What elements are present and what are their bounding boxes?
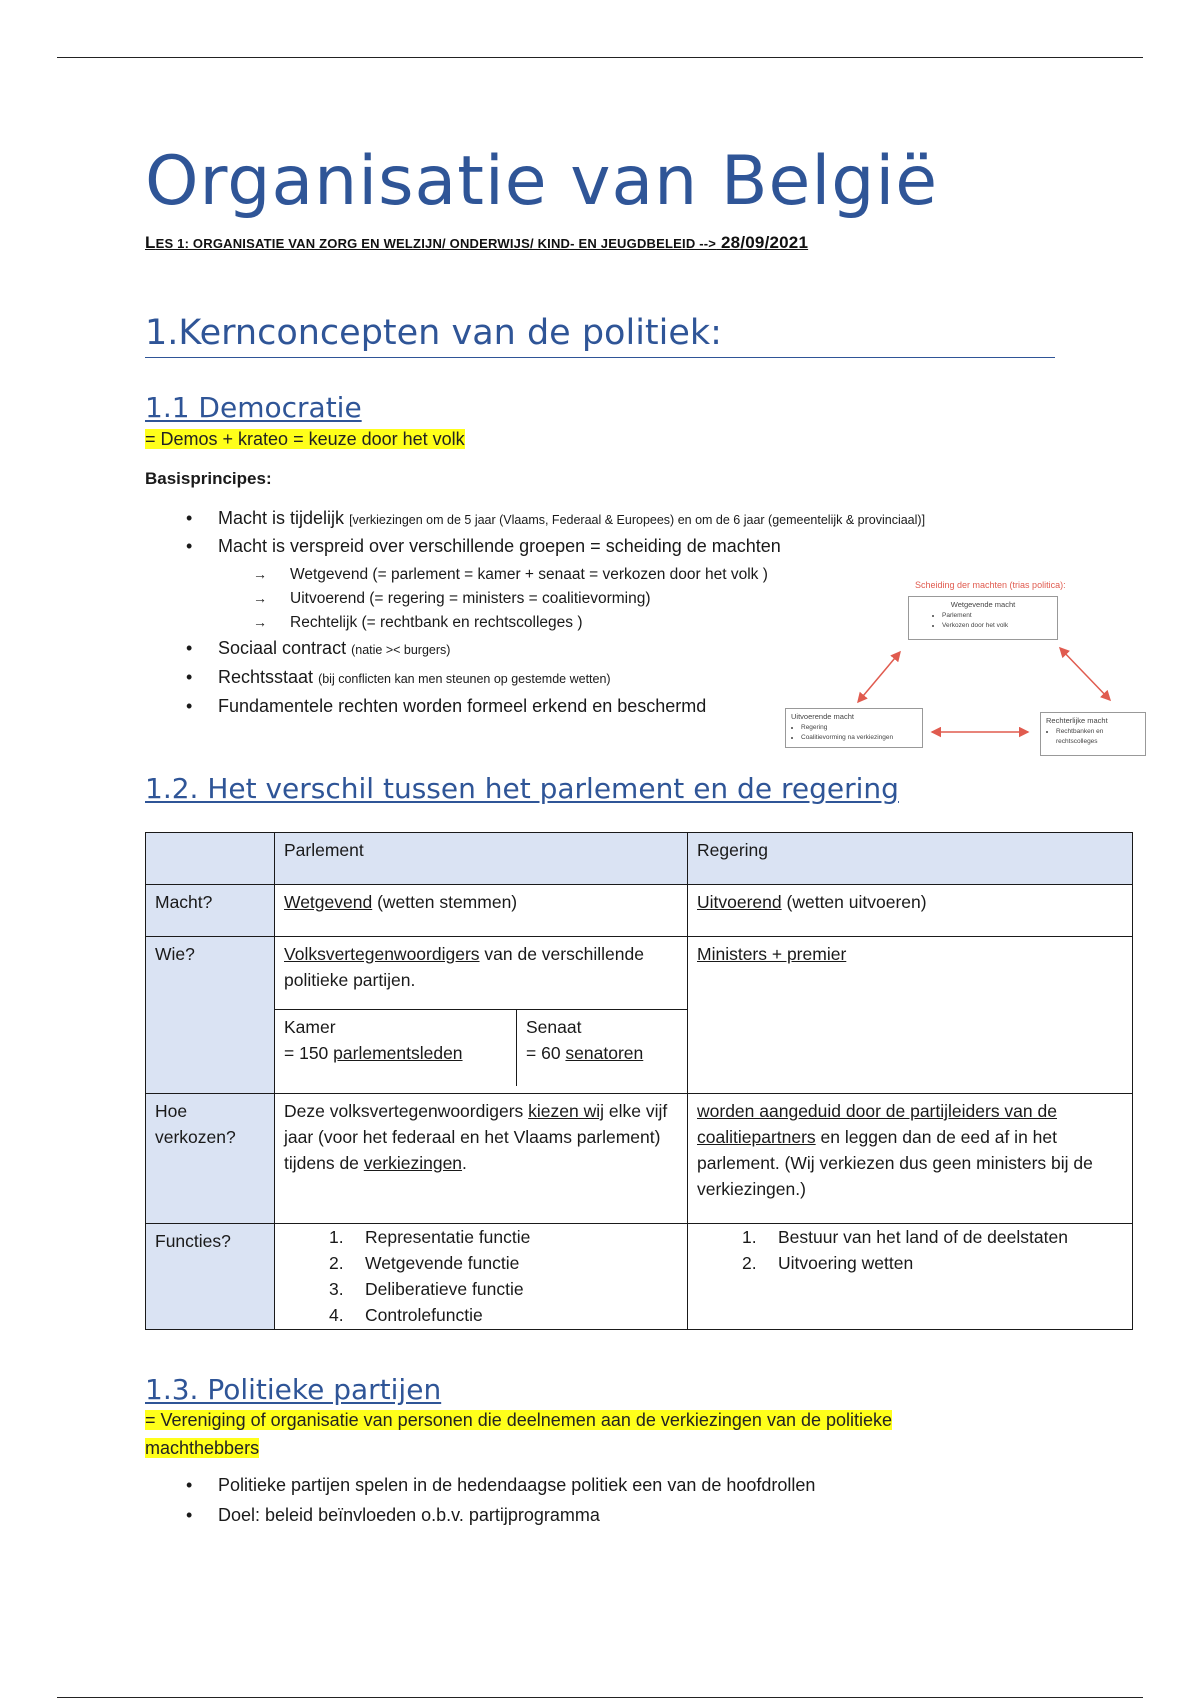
cell-regering-macht: [688, 885, 1133, 937]
section-heading-democratie: 1.1 Democratie: [145, 391, 362, 424]
diagram-box-uitvoerend: [785, 708, 923, 748]
basisprincipes-label: Basisprincipes:: [145, 469, 272, 488]
list-item: [145, 638, 706, 667]
diagram-box-title: Rechterlijke macht: [1046, 716, 1108, 725]
bullet-text: Sociaal contract: [218, 638, 347, 658]
cell-emphasis: Volksvertegenwoordigers: [284, 944, 480, 964]
arrow-wetgevend-rechterlijk: [1060, 648, 1110, 700]
list-item: [145, 508, 925, 536]
list-item: • Regering: [801, 723, 917, 733]
list-text: Representatie functie: [365, 1227, 531, 1247]
section-heading-partijen: 1.3. Politieke partijen: [145, 1373, 442, 1406]
list-item: • Verkozen door het volk: [942, 621, 1052, 631]
diagram-title: Scheiding der machten (trias politica):: [915, 580, 1066, 590]
document-title: Organisatie van België: [145, 142, 939, 221]
bullet-text: Fundamentele rechten worden formeel erkend en beschermd: [218, 696, 707, 716]
cell-text: (wetten stemmen): [372, 892, 518, 912]
table-row: [146, 833, 1133, 885]
table-row: [146, 1094, 1133, 1224]
bullet-text: Macht is verspreid over verschillende groepen = scheiding de machten: [218, 536, 781, 556]
bullet-note: (bij conflicten kan men steunen op gestemde wetten): [318, 672, 611, 686]
cell-text: en leggen dan de eed af in het parlement. (Wij verkiezen dus geen ministers bij de verkiezingen.): [697, 1127, 1093, 1199]
diagram-box-wetgevend: [908, 596, 1058, 640]
cell-emphasis: Ministers + premier: [697, 944, 847, 964]
row-label-functies: Functies?: [146, 1224, 275, 1330]
list-item: [145, 536, 925, 564]
table-row: [146, 1224, 1133, 1330]
row-label-wie: Wie?: [146, 937, 275, 1094]
senaat-cell: [517, 1010, 652, 1086]
cell-text: van de verschillende politieke partijen.: [284, 944, 644, 990]
regering-functies-list: [697, 1224, 1123, 1276]
list-number: 2.: [742, 1253, 757, 1273]
bullet-text: Macht is tijdelijk: [218, 508, 345, 528]
senaat-members: senatoren: [565, 1043, 644, 1063]
list-text: Controlefunctie: [365, 1305, 483, 1325]
table-row: [146, 937, 1133, 1094]
list-item: • Coalitievorming na verkiezingen: [801, 733, 917, 743]
subtitle-date: 28/09/2021: [721, 233, 809, 252]
basisprincipes-list: [145, 508, 925, 564]
partijen-definition-line2: machthebbers: [145, 1438, 260, 1458]
bullet-note: (natie >< burgers): [351, 643, 451, 657]
cell-text: Deze volksvertegenwoordigers: [284, 1101, 529, 1121]
row-label-macht: Macht?: [146, 885, 275, 937]
list-item: [697, 1250, 1123, 1276]
cell-parlement-wie: [275, 937, 688, 1094]
parlement-functies-list: [284, 1224, 678, 1328]
list-item: [284, 1276, 678, 1302]
header-rule: [57, 57, 1143, 58]
table-row: [146, 885, 1133, 937]
kamer-senaat-split: [275, 1010, 687, 1086]
cell-emphasis: Uitvoerend: [697, 892, 782, 912]
table-corner-cell: [146, 833, 275, 885]
cell-regering-functies: [688, 1224, 1133, 1330]
list-text: Wetgevende functie: [365, 1253, 520, 1273]
list-number: 2.: [329, 1253, 344, 1273]
list-text: Deliberatieve functie: [365, 1279, 524, 1299]
arrow-uitvoerend-wetgevend: [858, 652, 900, 702]
kamer-members: parlementsleden: [333, 1043, 463, 1063]
kamer-count: = 150: [284, 1043, 334, 1063]
partijen-list: [145, 1475, 815, 1535]
arrow-right-icon: →: [253, 590, 267, 606]
comparison-table: [145, 832, 1133, 1330]
cell-parlement-functies: [275, 1224, 688, 1330]
list-item: [284, 1302, 678, 1328]
lesson-subtitle: [145, 233, 808, 253]
list-item: [284, 1224, 678, 1250]
senaat-count: = 60: [526, 1043, 566, 1063]
diagram-box-list: [1046, 727, 1140, 747]
cell-text: .: [462, 1153, 467, 1173]
list-number: 1.: [329, 1227, 344, 1247]
cell-emphasis: coalitiepartners: [697, 1127, 816, 1147]
cell-emphasis: kiezen wij: [528, 1101, 605, 1121]
sub-bullet-text: Rechtelijk (= rechtbank en rechtscolleges ): [290, 614, 583, 631]
footer-rule: [57, 1697, 1143, 1698]
bullet-text: Rechtsstaat: [218, 667, 314, 687]
machten-sublist: [253, 566, 768, 638]
trias-politica-diagram: [770, 572, 1160, 762]
wie-description: [275, 937, 687, 1010]
cell-regering-hoe: [688, 1094, 1133, 1224]
list-text: Uitvoering wetten: [778, 1253, 914, 1273]
diagram-box-title: Wetgevende macht: [950, 600, 1016, 609]
cell-regering-wie: [688, 937, 1133, 1094]
democratie-definition: [145, 425, 465, 453]
democratie-definition-text: = Demos + krateo = keuze door het volk: [145, 429, 465, 449]
arrow-right-icon: →: [253, 614, 267, 630]
arrow-right-icon: →: [253, 566, 267, 582]
list-number: 1.: [742, 1227, 757, 1247]
diagram-box-rechterlijk: [1040, 712, 1146, 756]
cell-emphasis: verkiezingen: [363, 1153, 463, 1173]
cell-emphasis: Wetgevend: [284, 892, 373, 912]
list-item: [253, 614, 768, 638]
subtitle-initial: L: [145, 233, 156, 252]
column-header-parlement: Parlement: [275, 833, 688, 885]
list-item: [253, 590, 768, 614]
list-number: 4.: [329, 1305, 344, 1325]
list-item: [284, 1250, 678, 1276]
row-label-hoe-verkozen: Hoe verkozen?: [146, 1094, 275, 1224]
diagram-box-list: [791, 723, 917, 743]
sub-bullet-text: Uitvoerend (= regering = ministers = coalitievorming): [290, 590, 651, 607]
cell-text: elke vijf jaar (voor het federaal en het Vlaams parlement) tijdens de: [284, 1101, 668, 1173]
list-item: [145, 696, 706, 725]
diagram-box-title: Uitvoerende macht: [791, 712, 854, 721]
cell-text: (wetten uitvoeren): [781, 892, 927, 912]
column-header-regering: Regering: [688, 833, 1133, 885]
kamer-cell: [275, 1010, 517, 1086]
list-item: • Parlement: [942, 611, 1052, 621]
partijen-definition: [145, 1406, 1105, 1462]
diagram-box-list: [932, 611, 1052, 631]
list-text: Bestuur van het land of de deelstaten: [778, 1227, 1068, 1247]
list-item: • Rechtbanken en rechtscolleges: [1056, 727, 1140, 747]
partijen-definition-line1: = Vereniging of organisatie van personen die deelnemen aan de verkiezingen van de politieke: [145, 1410, 893, 1430]
list-item: [253, 566, 768, 590]
sub-bullet-text: Wetgevend (= parlement = kamer + senaat = verkozen door het volk ): [290, 566, 768, 583]
list-number: 3.: [329, 1279, 344, 1299]
list-item: • Politieke partijen spelen in de hedendaagse politiek een van de hoofdrollen: [145, 1475, 815, 1505]
bullet-note: [verkiezingen om de 5 jaar (Vlaams, Federaal & Europees) en om de 6 jaar (gemeentelijk & provinciaal)]: [349, 513, 926, 527]
cell-emphasis: worden aangeduid door de partijleiders van de: [697, 1101, 1057, 1121]
senaat-title: Senaat: [526, 1017, 582, 1037]
list-item: [145, 667, 706, 696]
section-heading-verschil: 1.2. Het verschil tussen het parlement en de regering: [145, 772, 899, 805]
subtitle-text: ES 1: ORGANISATIE VAN ZORG EN WELZIJN/ ONDERWIJS/ KIND- EN JEUGDBELEID -->: [155, 236, 717, 251]
kamer-title: Kamer: [284, 1017, 336, 1037]
section-heading-kernconcepten: 1.Kernconcepten van de politiek:: [145, 313, 1055, 358]
cell-parlement-hoe: [275, 1094, 688, 1224]
cell-parlement-macht: [275, 885, 688, 937]
basisprincipes-list-continued: [145, 638, 706, 725]
list-item: [697, 1224, 1123, 1250]
list-item: • Doel: beleid beïnvloeden o.b.v. partijprogramma: [145, 1505, 815, 1535]
